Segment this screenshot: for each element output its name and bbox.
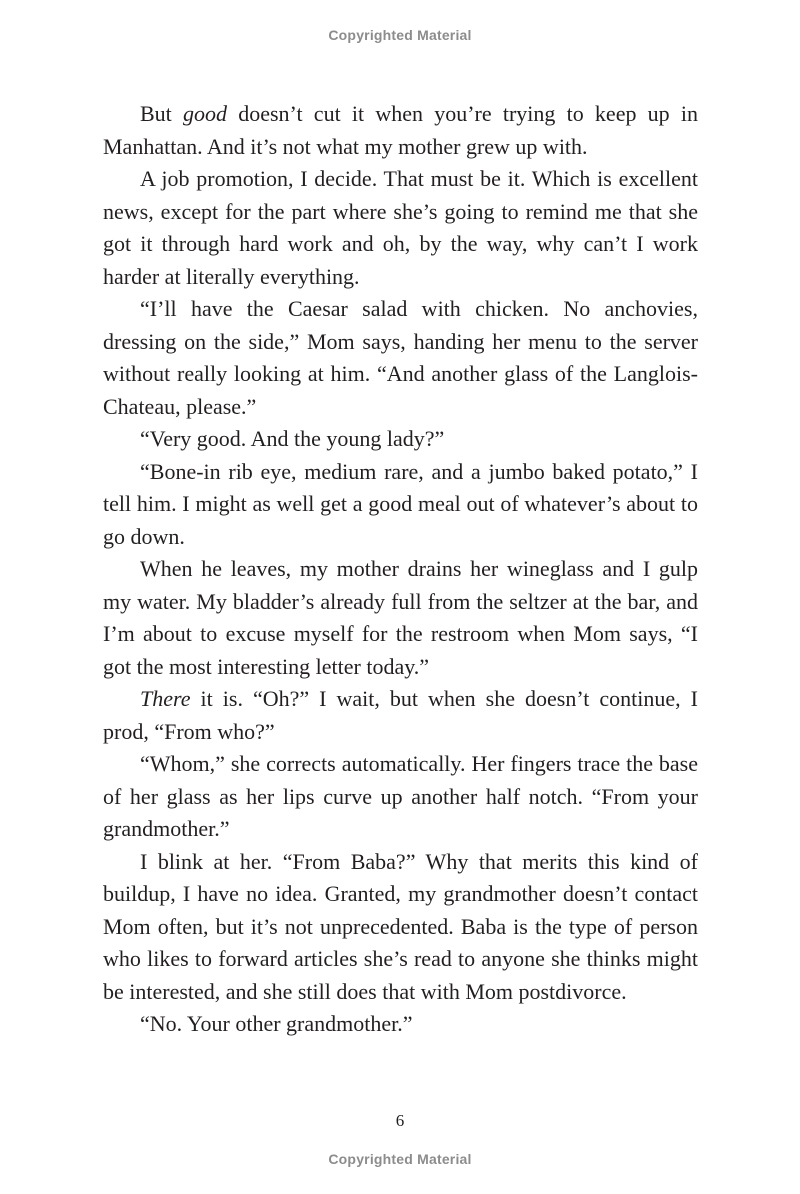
paragraph	[103, 683, 698, 748]
text-segment: A job promotion, I decide. That must be it. Which is excellent news, except for the part where she’s going to remind me that she got it through hard work and oh, by the way, why can’t I work harder at literally everything.	[103, 166, 698, 289]
text-segment: I blink at her. “From Baba?” Why that merits this kind of buildup, I have no idea. Granted, my grandmother doesn’t contact Mom often, but it’s not unprecedented. Baba is the type of person who likes to forward articles she’s read to anyone she thinks might be interested, and she still does that with Mom postdivorce.	[103, 848, 698, 1004]
text-segment: “I’ll have the Caesar salad with chicken. No anchovies, dressing on the side,” Mom says, handing her menu to the server without really looking at him. “And another glass of the Langlois-Chateau, please.”	[103, 296, 698, 419]
paragraph	[103, 748, 698, 846]
italic-text: There	[140, 686, 191, 711]
paragraph	[103, 163, 698, 293]
text-segment: “Whom,” she corrects automatically. Her fingers trace the base of her glass as her lips curve up another half notch. “From your grandmother.”	[103, 751, 698, 841]
italic-text: good	[183, 101, 228, 126]
page-number: 6	[395, 1111, 405, 1130]
text-segment: “Very good. And the young lady?”	[140, 426, 445, 451]
copyright-watermark-top: Copyrighted Material	[328, 27, 472, 43]
text-segment: “No. Your other grandmother.”	[140, 1011, 413, 1036]
copyright-watermark-bottom: Copyrighted Material	[328, 1151, 472, 1167]
page-body-text	[103, 98, 698, 1041]
text-segment: When he leaves, my mother drains her wineglass and I gulp my water. My bladder’s already full from the seltzer at the bar, and I’m about to excuse myself for the restroom when Mom says, “I got the most interesting letter today.”	[103, 556, 698, 679]
paragraph	[103, 1008, 698, 1041]
paragraph	[103, 846, 698, 1009]
text-segment: doesn’t cut it when you’re trying to keep up in Manhattan. And it’s not what my mother grew up with.	[103, 101, 699, 159]
paragraph	[103, 423, 698, 456]
text-segment: But	[140, 101, 184, 126]
paragraph	[103, 456, 698, 554]
paragraph	[103, 293, 698, 423]
paragraph	[103, 553, 698, 683]
paragraph	[103, 98, 698, 163]
text-segment: it is. “Oh?” I wait, but when she doesn’t continue, I prod, “From who?”	[103, 686, 698, 744]
text-segment: “Bone-in rib eye, medium rare, and a jumbo baked potato,” I tell him. I might as well get a good meal out of whatever’s about to go down.	[103, 458, 698, 549]
